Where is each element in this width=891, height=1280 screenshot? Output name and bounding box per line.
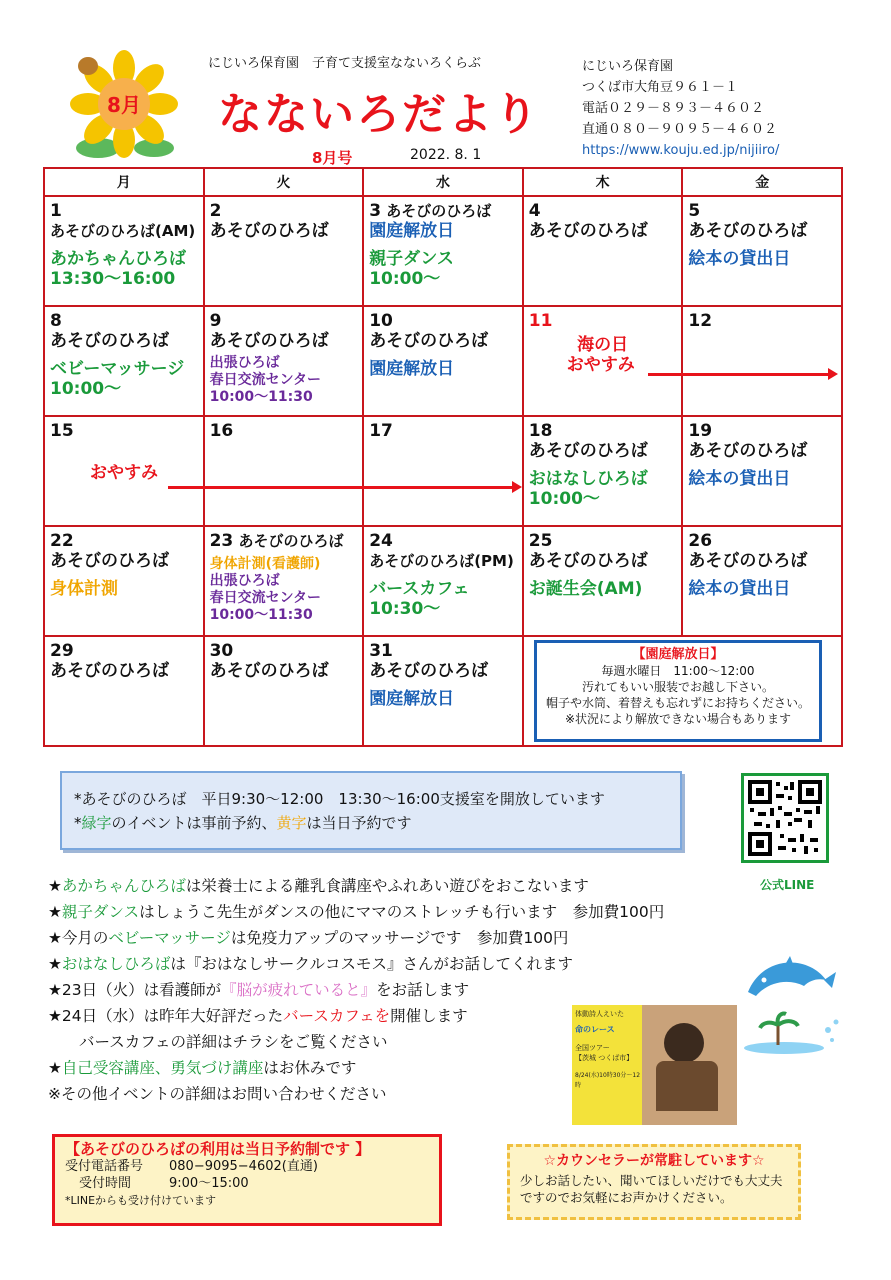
event: あそびのひろば <box>369 661 489 681</box>
event: あそびのひろば <box>238 532 344 550</box>
event: あそびのひろば <box>688 221 808 241</box>
event: あそびのひろば <box>386 202 492 220</box>
info-line: *あそびのひろば 平日9:30～12:00 13:30～16:00支援室を開放しています <box>74 790 605 808</box>
notice-heading: 【園庭解放日】 <box>632 647 724 662</box>
poster-text: 8/24(水)10時30分～12時 <box>575 1072 641 1089</box>
note-text: をお話します <box>376 981 470 999</box>
event: あそびのひろば <box>50 331 169 351</box>
qr-label: 公式LINE <box>760 878 815 892</box>
info-text: は当日予約です <box>306 814 412 832</box>
day-number: 3 <box>369 201 382 221</box>
reservation-phone: 080−9095−4602(直通) <box>169 1159 318 1174</box>
event: 親子ダンス <box>369 249 454 269</box>
event: あそびのひろば <box>369 331 489 351</box>
event: 絵本の貸出日 <box>688 469 791 489</box>
note-text: は栄養士による離乳食講座やふれあい遊びをおこないます <box>185 877 589 895</box>
day-cell <box>204 306 364 416</box>
day-number: 25 <box>528 531 553 551</box>
closed-arrow <box>648 373 830 376</box>
event: あそびのひろば <box>688 551 808 571</box>
event: ベビーマッサージ <box>50 359 185 379</box>
event: 身体計測(看護師) <box>209 556 321 572</box>
page-title: なないろだより <box>218 89 540 140</box>
day-cell <box>363 306 523 416</box>
arrow-head-icon <box>828 368 838 380</box>
day-number: 18 <box>528 421 553 441</box>
day-cell <box>44 526 204 636</box>
day-cell <box>363 196 523 306</box>
event-poster <box>572 1005 737 1125</box>
note-text: はしょうこ先生がダンスの他にママのストレッチも行います 参加費100円 <box>139 903 665 921</box>
day-number: 1 <box>50 201 62 221</box>
day-number: 26 <box>688 531 713 551</box>
day-number: 15 <box>50 421 74 441</box>
org-line: にじいろ保育園 子育て支援室なないろくらぶ <box>208 56 482 71</box>
day-number: 30 <box>209 641 234 661</box>
dolphin-icon <box>738 950 848 1060</box>
day-number: 17 <box>369 421 393 441</box>
poster-text: 全国ツアー <box>575 1044 610 1052</box>
day-number: 22 <box>50 531 74 551</box>
sunflower-icon <box>68 48 180 160</box>
event: あそびのひろば <box>209 331 329 351</box>
day-cell <box>363 636 523 746</box>
note-highlight: 『脳が疲れていると』 <box>221 981 377 999</box>
event: 絵本の貸出日 <box>688 249 791 269</box>
day-cell <box>523 196 683 306</box>
note-text: ※その他イベントの詳細はお問い合わせください <box>48 1085 387 1103</box>
event: バースカフェ <box>369 579 470 599</box>
event-time: 10:00～ <box>369 269 441 289</box>
event-time: 10:00～11:30 <box>209 607 313 623</box>
issue-date: 2022. 8. 1 <box>410 147 482 163</box>
day-number: 23 <box>209 531 234 551</box>
event: あそびのひろば <box>688 441 808 461</box>
note-text: バースカフェの詳細はチラシをご覧ください <box>48 1033 388 1051</box>
info-box <box>60 771 682 850</box>
day-cell <box>682 416 842 526</box>
day-cell <box>523 416 683 526</box>
event: あそびのひろば <box>528 221 648 241</box>
notice-line: 汚れてもいい服装でお越し下さい。 <box>581 680 774 694</box>
event: 出張ひろば <box>209 573 280 589</box>
note-text: ★23日（火）は看護師が <box>48 981 222 999</box>
event: おはなしひろば <box>528 469 648 489</box>
week-row <box>44 196 842 306</box>
day-cell <box>204 416 364 526</box>
event: 身体計測 <box>50 579 118 599</box>
note-item <box>48 951 664 977</box>
day-cell <box>523 306 683 416</box>
event: あそびのひろば(PM) <box>369 552 514 570</box>
note-text: は免疫力アップのマッサージです 参加費100円 <box>230 929 569 947</box>
note-text: はお休みです <box>263 1059 357 1077</box>
day-cell <box>44 306 204 416</box>
info-text: のイベントは事前予約、 <box>111 814 277 832</box>
info-line <box>74 811 668 835</box>
note-text: ★今月の <box>48 929 109 947</box>
arrow-head-icon <box>512 481 522 493</box>
weekday-header: 月 <box>44 168 204 196</box>
day-number: 12 <box>688 311 713 331</box>
day-cell <box>363 416 523 526</box>
note-item <box>48 925 664 951</box>
day-cell <box>44 636 204 746</box>
day-cell <box>682 196 842 306</box>
info-text: 黄字 <box>276 814 307 832</box>
notice-line: 毎週水曜日 11:00～12:00 <box>601 664 755 678</box>
holiday-label: 海の日 <box>577 335 629 355</box>
day-number: 16 <box>209 421 234 441</box>
note-text: ★ <box>48 903 62 921</box>
day-cell <box>682 306 842 416</box>
day-number: 31 <box>369 641 393 661</box>
event-time: 10:00～11:30 <box>209 389 313 405</box>
day-cell <box>204 196 364 306</box>
day-cell <box>44 196 204 306</box>
counselor-box <box>507 1144 801 1220</box>
reservation-time: 9:00～15:00 <box>169 1176 249 1191</box>
event-time: 10:30～ <box>369 599 441 619</box>
contact-address: つくば市大角豆９６１－１ <box>582 80 739 95</box>
note-text: ★24日（水）は昨年大好評だった <box>48 1007 284 1025</box>
line-qr-code[interactable] <box>741 773 829 863</box>
event-time: 10:00～ <box>528 489 600 509</box>
note-text: ★ <box>48 955 62 973</box>
event: 園庭解放日 <box>369 359 455 379</box>
month-badge: 8月 <box>107 93 141 117</box>
day-number: 29 <box>50 641 74 661</box>
day-cell <box>204 526 364 636</box>
contact-phone: 電話０２９－８９３－４６０２ <box>582 101 765 116</box>
day-number: 2 <box>209 201 222 221</box>
weekday-header: 木 <box>523 168 683 196</box>
day-cell <box>204 636 364 746</box>
day-number: 9 <box>209 311 222 331</box>
week-row <box>44 526 842 636</box>
event: あそびのひろば <box>528 551 648 571</box>
notice-line: 帽子や水筒、着替えも忘れずにお持ちください。 <box>545 696 810 710</box>
event: あそびのひろば <box>209 221 329 241</box>
note-highlight: ベビーマッサージ <box>108 929 231 947</box>
event: お誕生会(AM) <box>528 579 643 599</box>
day-number: 8 <box>50 311 62 331</box>
note-text: ★ <box>48 1059 62 1077</box>
event: 出張ひろば <box>209 355 280 371</box>
event: 園庭解放日 <box>369 221 455 241</box>
day-cell <box>363 526 523 636</box>
reservation-box <box>52 1134 442 1226</box>
note-item <box>48 873 664 899</box>
day-cell <box>523 526 683 636</box>
counselor-text: 少しお話したい、聞いてほしいだけでも大丈夫ですのでお気軽にお声かけください。 <box>520 1173 783 1205</box>
poster-text: 【茨城 つくば市】 <box>575 1054 634 1062</box>
day-number: 11 <box>528 311 553 331</box>
info-text: 緑字 <box>81 814 112 832</box>
closed-label: おやすみ <box>566 355 635 375</box>
event: あそびのひろば <box>209 661 329 681</box>
day-cell <box>44 416 204 526</box>
event-time: 10:00～ <box>50 379 122 399</box>
day-number: 19 <box>688 421 713 441</box>
week-row <box>44 306 842 416</box>
event: 園庭解放日 <box>369 689 455 709</box>
event: あそびのひろば(AM) <box>50 222 196 240</box>
poster-text: 体動詩人えいた <box>575 1010 624 1018</box>
reservation-phone-row <box>65 1158 429 1175</box>
day-cell <box>682 526 842 636</box>
issue-label: 8月号 <box>312 149 353 167</box>
day-number: 24 <box>369 531 393 551</box>
weekday-row <box>44 168 842 196</box>
note-highlight: 親子ダンス <box>61 903 140 921</box>
contact-url[interactable]: https://www.kouju.ed.jp/nijiiro/ <box>582 143 780 158</box>
event: あそびのひろば <box>528 441 648 461</box>
event: 絵本の貸出日 <box>688 579 791 599</box>
note-text: は『おはなしサークルコスモス』さんがお話してくれます <box>170 955 573 973</box>
note-highlight: あかちゃんひろば <box>61 877 186 895</box>
note-item <box>48 977 664 1003</box>
weekday-header: 火 <box>204 168 364 196</box>
info-text: * <box>74 814 82 832</box>
event: 春日交流センター <box>209 372 322 388</box>
closed-label: おやすみ <box>90 463 158 483</box>
counselor-heading: ☆カウンセラーが常駐しています☆ <box>543 1153 765 1169</box>
event: あそびのひろば <box>50 661 169 681</box>
closed-arrow <box>168 486 514 489</box>
event-time: 13:30～16:00 <box>50 269 176 289</box>
garden-open-notice <box>534 640 822 742</box>
reservation-heading: 【あそびのひろばの利用は当日予約制です 】 <box>65 1140 371 1158</box>
week-row <box>44 416 842 526</box>
weekday-header: 金 <box>682 168 842 196</box>
day-number: 10 <box>369 311 393 331</box>
contact-direct: 直通０８０－９０９５－４６０２ <box>582 122 778 137</box>
day-number: 4 <box>528 201 541 221</box>
line-note: *LINEからも受け付けています <box>65 1194 217 1207</box>
note-item <box>48 899 664 925</box>
note-text: 開催します <box>390 1007 468 1025</box>
note-highlight: 自己受容講座、勇気づけ講座 <box>61 1059 264 1077</box>
event: 春日交流センター <box>209 590 322 606</box>
poster-text: 命のレース <box>575 1025 615 1034</box>
event: あそびのひろば <box>50 551 169 571</box>
note-highlight: バースカフェを <box>283 1007 391 1025</box>
note-highlight: おはなしひろば <box>61 955 171 973</box>
weekday-header: 水 <box>363 168 523 196</box>
notice-line: ※状況により解放できない場合もあります <box>564 712 792 726</box>
contact-block <box>582 56 779 161</box>
label: 受付時間 <box>79 1176 132 1191</box>
note-text: ★ <box>48 877 62 895</box>
day-number: 5 <box>688 201 701 221</box>
label: 受付電話番号 <box>65 1159 144 1174</box>
event: あかちゃんひろば <box>50 249 186 269</box>
contact-name: にじいろ保育園 <box>582 59 674 74</box>
reservation-time-row <box>65 1175 429 1192</box>
